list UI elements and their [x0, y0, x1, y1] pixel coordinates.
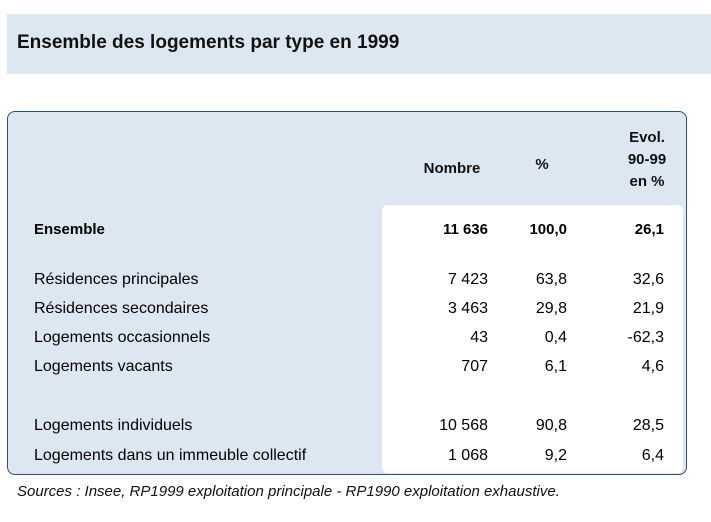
row-label: Logements occasionnels — [34, 329, 211, 346]
table-row — [8, 271, 688, 293]
source-note: Sources : Insee, RP1999 exploitation principale - RP1990 exploitation exhaustive. — [17, 483, 560, 500]
cell-evolution: 4,6 — [641, 358, 664, 375]
cell-percent: 6,1 — [544, 358, 567, 375]
header-evol-line-2: 90-99 — [627, 151, 667, 168]
page-title: Ensemble des logements par type en 1999 — [17, 32, 400, 53]
row-label: Logements vacants — [34, 358, 173, 375]
cell-nombre: 1 068 — [447, 447, 488, 464]
table-row — [8, 417, 688, 439]
cell-percent: 9,2 — [544, 447, 567, 464]
cell-nombre: 10 568 — [439, 417, 488, 434]
cell-nombre: 43 — [470, 329, 488, 346]
cell-evolution: 26,1 — [634, 221, 664, 238]
header-evol-line-1: Evol. — [629, 129, 665, 146]
table-row — [8, 329, 688, 351]
cell-nombre: 707 — [461, 358, 488, 375]
cell-nombre: 7 423 — [447, 271, 488, 288]
header-nombre: Nombre — [423, 160, 481, 177]
table-row — [8, 447, 688, 469]
cell-percent: 0,4 — [544, 329, 567, 346]
table-row — [8, 300, 688, 322]
row-label: Résidences principales — [34, 271, 199, 288]
table-panel — [7, 111, 687, 475]
cell-percent: 100,0 — [529, 221, 567, 238]
row-label: Résidences secondaires — [34, 300, 209, 317]
table-row-ensemble — [8, 221, 688, 243]
cell-percent: 63,8 — [535, 271, 567, 288]
cell-evolution: -62,3 — [627, 329, 664, 346]
cell-nombre: 3 463 — [447, 300, 488, 317]
table-row — [8, 358, 688, 380]
cell-percent: 90,8 — [535, 417, 567, 434]
header-percent: % — [535, 156, 549, 173]
row-label: Ensemble — [34, 221, 105, 238]
title-bar — [7, 14, 711, 74]
header-evol-line-3: en % — [629, 173, 665, 190]
cell-evolution: 28,5 — [632, 417, 664, 434]
cell-evolution: 21,9 — [632, 300, 664, 317]
cell-nombre: 11 636 — [442, 221, 488, 238]
cell-percent: 29,8 — [535, 300, 567, 317]
header-evolution — [612, 127, 682, 193]
cell-evolution: 32,6 — [632, 271, 664, 288]
cell-evolution: 6,4 — [641, 447, 664, 464]
row-label: Logements dans un immeuble collectif — [34, 447, 307, 464]
row-label: Logements individuels — [34, 417, 193, 434]
